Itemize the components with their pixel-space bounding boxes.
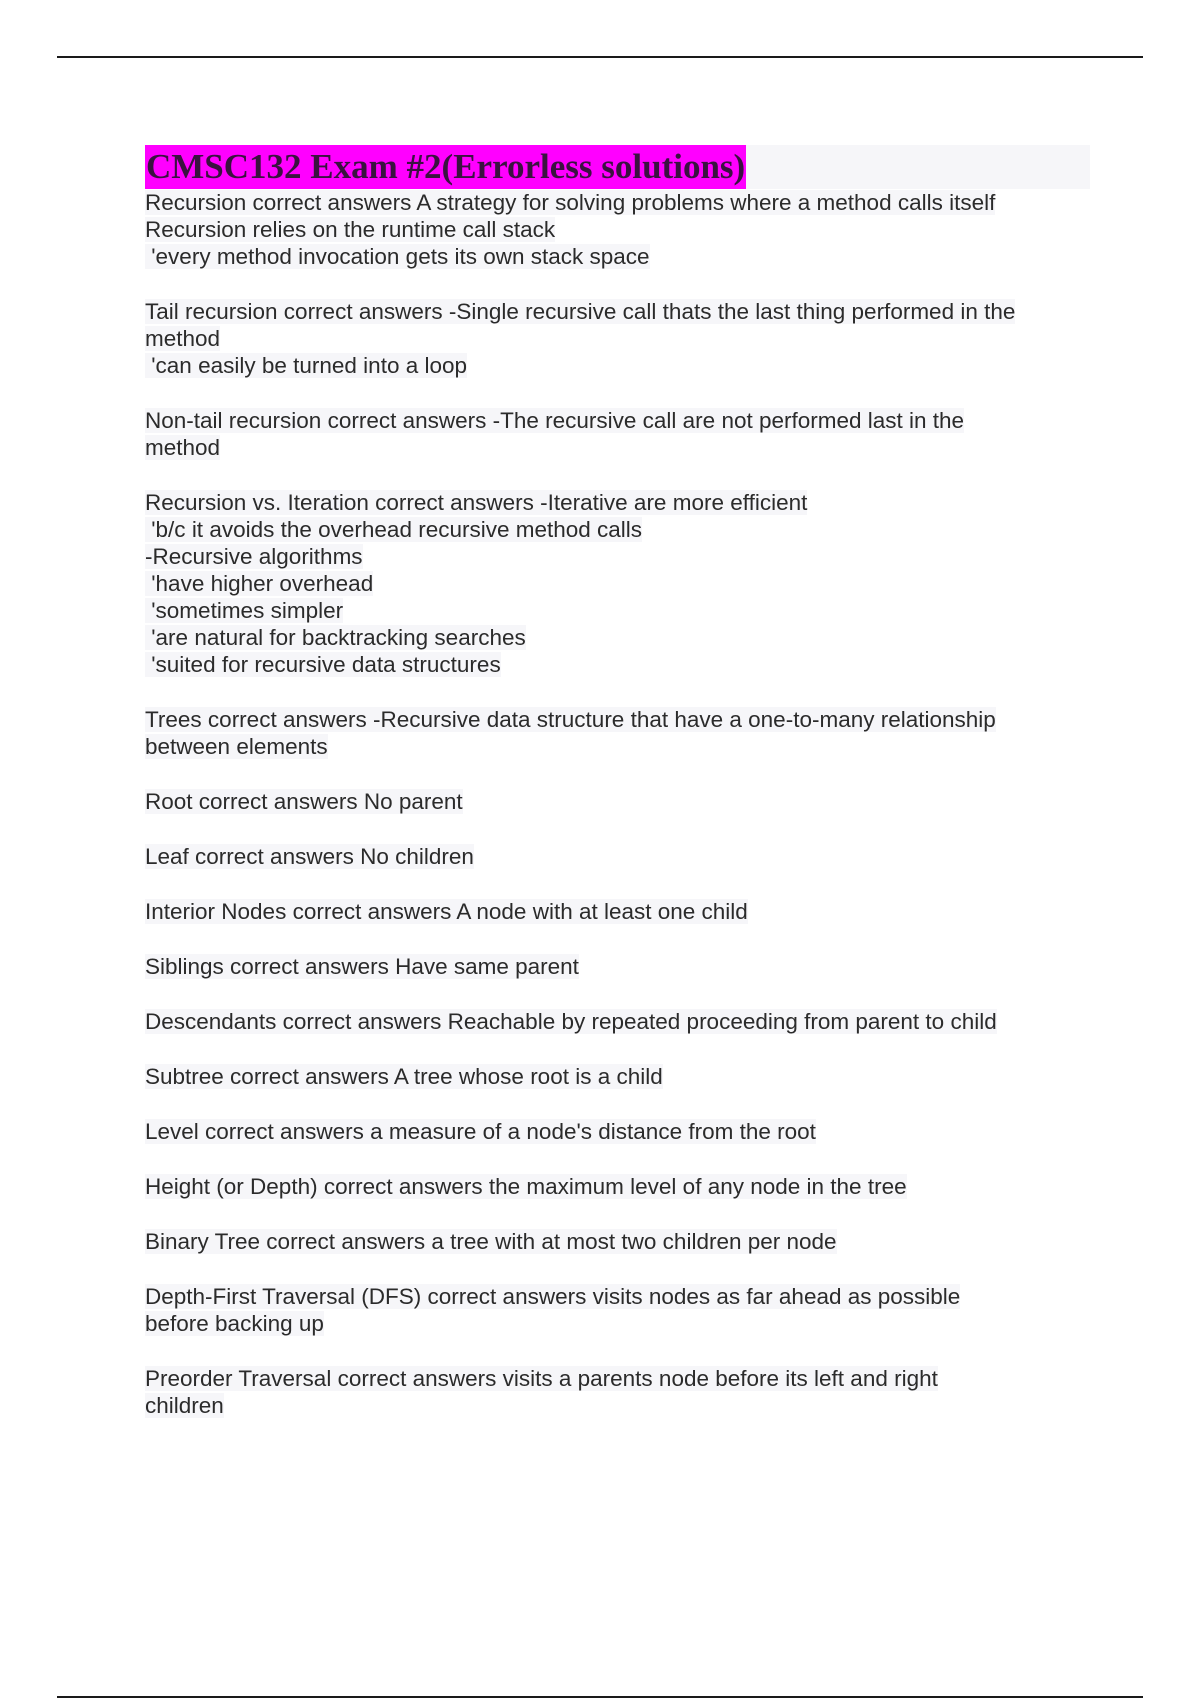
entry-line-text: 'sometimes simpler [145, 598, 344, 623]
entry-line-text: Descendants correct answers Reachable by repeated proceeding from parent to child [145, 1009, 997, 1034]
title-row [145, 145, 1090, 189]
entry-line [145, 298, 1090, 325]
document-title: CMSC132 Exam #2(Errorless solutions) [145, 145, 746, 189]
entry-line-text: Leaf correct answers No children [145, 844, 474, 869]
qa-entry [145, 407, 1090, 461]
entry-line-text: 'suited for recursive data structures [145, 652, 501, 677]
entry-line-text: Recursion vs. Iteration correct answers -Iterative are more efficient [145, 490, 808, 515]
entry-line-text: method [145, 326, 221, 351]
entry-line-text: method [145, 435, 221, 460]
entry-line-text: Subtree correct answers A tree whose root is a child [145, 1064, 663, 1089]
bottom-rule [57, 1696, 1143, 1698]
entry-line-text: 'every method invocation gets its own stack space [145, 244, 650, 269]
qa-entry [145, 1228, 1090, 1255]
entry-line-text: 'can easily be turned into a loop [145, 353, 468, 378]
entry-line-text: Recursion correct answers A strategy for solving problems where a method calls itself [145, 190, 996, 215]
entry-line [145, 352, 1090, 379]
entry-line [145, 651, 1090, 678]
entry-line-text: Tail recursion correct answers -Single recursive call thats the last thing performed in the [145, 299, 1016, 324]
qa-entry [145, 298, 1090, 379]
entry-line [145, 624, 1090, 651]
entry-line-text: Height (or Depth) correct answers the maximum level of any node in the tree [145, 1174, 907, 1199]
qa-entry [145, 189, 1090, 270]
entry-line-text: before backing up [145, 1311, 324, 1336]
qa-entry [145, 953, 1090, 980]
entry-line-text: 'b/c it avoids the overhead recursive method calls [145, 517, 643, 542]
entry-line [145, 1228, 1090, 1255]
entry-line-text: -Recursive algorithms [145, 544, 363, 569]
qa-entry [145, 898, 1090, 925]
qa-entry [145, 489, 1090, 678]
entry-line [145, 1008, 1090, 1035]
entry-line [145, 1173, 1090, 1200]
entry-line [145, 570, 1090, 597]
entry-line-text: Siblings correct answers Have same parent [145, 954, 579, 979]
qa-entry [145, 1365, 1090, 1419]
qa-entry [145, 1118, 1090, 1145]
entry-line [145, 189, 1090, 216]
qa-entry [145, 1173, 1090, 1200]
entry-line [145, 489, 1090, 516]
entry-line-text: Trees correct answers -Recursive data structure that have a one-to-many relationship [145, 707, 996, 732]
entry-line [145, 706, 1090, 733]
entry-line-text: Preorder Traversal correct answers visits a parents node before its left and right [145, 1366, 938, 1391]
entry-line-text: between elements [145, 734, 328, 759]
entry-line [145, 843, 1090, 870]
entry-line-text: Root correct answers No parent [145, 789, 463, 814]
qa-entry [145, 788, 1090, 815]
qa-entry [145, 1283, 1090, 1337]
entry-line [145, 434, 1090, 461]
qa-entry [145, 1063, 1090, 1090]
entry-line [145, 516, 1090, 543]
qa-entry [145, 706, 1090, 760]
entry-line-text: 'have higher overhead [145, 571, 374, 596]
entry-line-text: Binary Tree correct answers a tree with at most two children per node [145, 1229, 837, 1254]
qa-entry [145, 1008, 1090, 1035]
entry-line [145, 1310, 1090, 1337]
top-rule [57, 56, 1143, 58]
entry-line [145, 1283, 1090, 1310]
entry-line [145, 788, 1090, 815]
entry-line [145, 898, 1090, 925]
entry-line [145, 325, 1090, 352]
entry-line-text: 'are natural for backtracking searches [145, 625, 526, 650]
entry-line [145, 543, 1090, 570]
entry-line [145, 1118, 1090, 1145]
entry-line [145, 407, 1090, 434]
entry-line [145, 1063, 1090, 1090]
entry-line-text: Interior Nodes correct answers A node with at least one child [145, 899, 748, 924]
entry-line-text: Non-tail recursion correct answers -The recursive call are not performed last in the [145, 408, 965, 433]
document-body [145, 145, 1090, 1447]
entry-line [145, 953, 1090, 980]
qa-entry [145, 843, 1090, 870]
entry-line [145, 597, 1090, 624]
entry-line-text: children [145, 1393, 224, 1418]
entry-line-text: Level correct answers a measure of a node's distance from the root [145, 1119, 816, 1144]
entry-line-text: Recursion relies on the runtime call stack [145, 217, 556, 242]
entry-line [145, 216, 1090, 243]
entry-line [145, 243, 1090, 270]
entry-line-text: Depth-First Traversal (DFS) correct answers visits nodes as far ahead as possible [145, 1284, 961, 1309]
qa-entries [145, 189, 1090, 1419]
entry-line [145, 1365, 1090, 1392]
entry-line [145, 733, 1090, 760]
entry-line [145, 1392, 1090, 1419]
